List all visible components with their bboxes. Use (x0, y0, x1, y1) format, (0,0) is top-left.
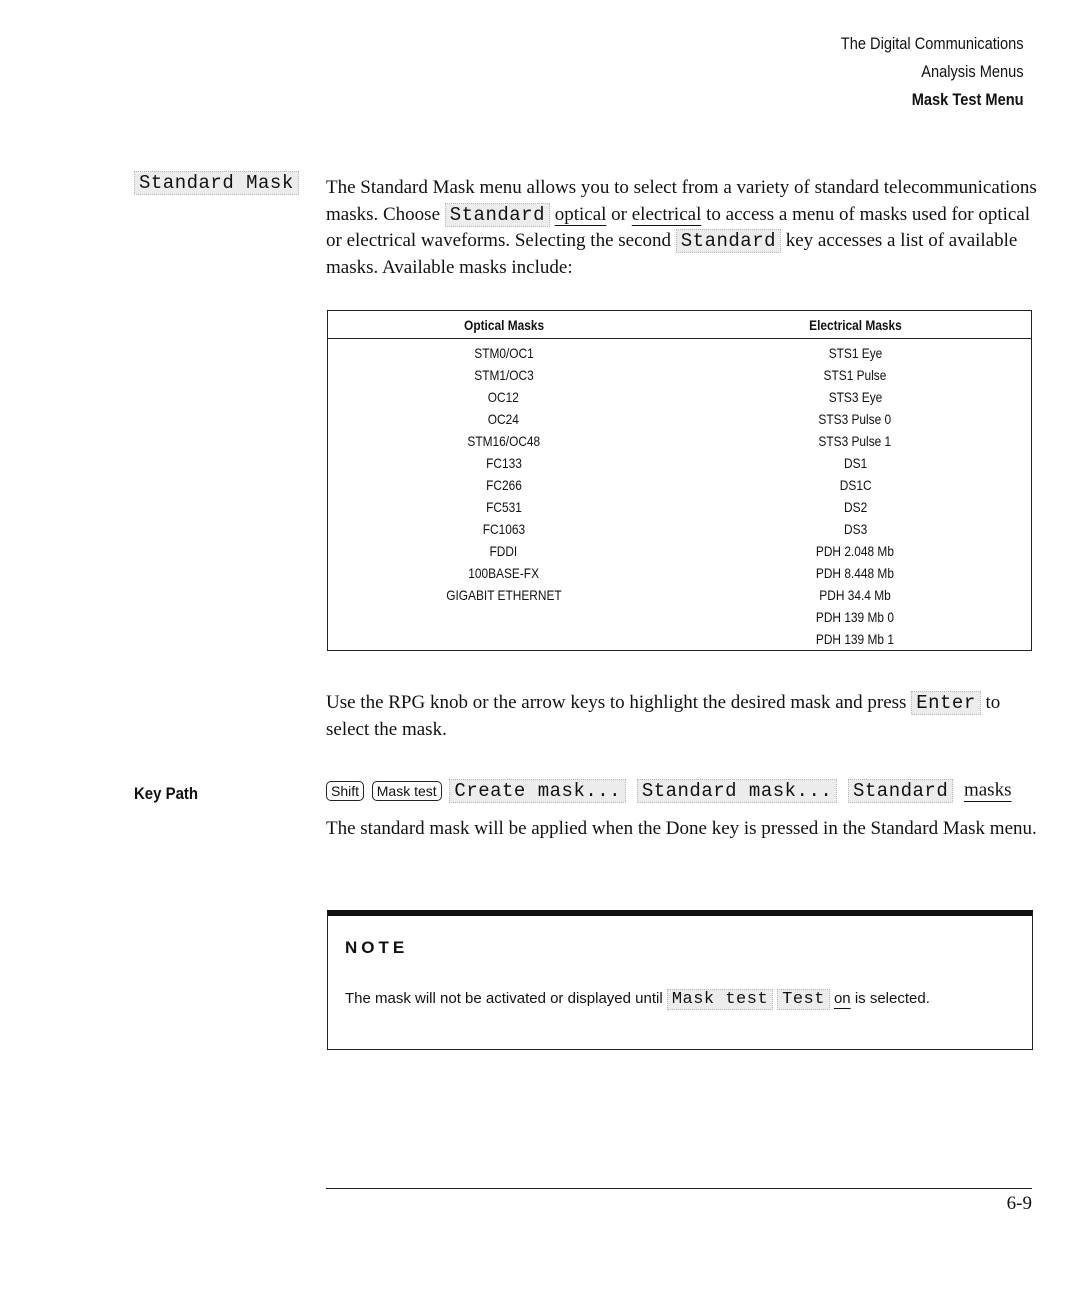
mask-test-hardkey: Mask test (372, 781, 442, 801)
electrical-cell: PDH 8.448 Mb (816, 565, 895, 581)
table-header-row (328, 311, 1032, 339)
standard-softkey-second: Standard (676, 229, 781, 253)
standard-softkey: Standard (445, 203, 550, 227)
intro-text-1: The Standard Mask menu allows you to select from a variety of standard telecommunications masks. Choose (326, 177, 1037, 225)
intro-paragraph (326, 175, 1046, 281)
table-row (328, 408, 1032, 430)
table-row (328, 540, 1032, 562)
optical-cell: FC531 (485, 499, 522, 515)
table-row (328, 562, 1032, 584)
intro-text-3: key accesses a list of available masks. Available masks include: (326, 230, 1018, 278)
key-path-sequence (326, 779, 1011, 802)
electrical-cell: STS1 Eye (828, 345, 883, 361)
page-number: 6-9 (1006, 1193, 1032, 1214)
note-box (327, 910, 1033, 1050)
intro-text-2: to access a menu of masks used for optical or electrical waveforms. Selecting the second (326, 203, 1031, 251)
standard-mask-softkey-label: Standard Mask (134, 171, 299, 195)
table-row (328, 474, 1032, 496)
electrical-cell: DS1 (843, 455, 867, 471)
optical-cell: OC24 (488, 411, 520, 427)
available-masks-table (327, 310, 1032, 651)
table-row (328, 430, 1032, 452)
electrical-cell: PDH 139 Mb 1 (816, 631, 895, 647)
running-header (841, 30, 1024, 114)
instruction-text-1: Use the RPG knob or the arrow keys to highlight the desired mask and press (326, 692, 912, 713)
intro-text-or: or (606, 203, 632, 225)
electrical-cell: DS1C (839, 477, 872, 493)
optical-cell: STM16/OC48 (467, 433, 541, 449)
electrical-cell: DS3 (843, 521, 867, 537)
table-row (328, 364, 1032, 386)
electrical-cell: PDH 139 Mb 0 (816, 609, 895, 625)
instruction-text-2: to select the mask. (326, 692, 1001, 740)
footer-divider (326, 1188, 1032, 1189)
table-row (328, 628, 1032, 651)
masks-option: masks (963, 779, 1012, 801)
optical-cell: FC133 (485, 455, 522, 471)
table-row (328, 339, 1032, 365)
optical-cell: FDDI (489, 543, 518, 559)
section-heading (134, 172, 299, 194)
optical-cell: STM0/OC1 (473, 345, 534, 361)
electrical-cell: STS3 Pulse 1 (818, 433, 892, 449)
electrical-cell: PDH 34.4 Mb (819, 587, 891, 603)
note-text-1: The mask will not be activated or displayed until (345, 990, 667, 1007)
electrical-cell: STS3 Eye (828, 389, 883, 405)
electrical-cell: STS1 Pulse (823, 367, 887, 383)
electrical-option: electrical (631, 203, 702, 225)
table-row (328, 606, 1032, 628)
table-row (328, 496, 1032, 518)
table-row (328, 584, 1032, 606)
note-title: NOTE (345, 938, 409, 957)
optical-cell: FC266 (485, 477, 522, 493)
table-row (328, 386, 1032, 408)
note-text (345, 990, 930, 1009)
header-line-2: Analysis Menus (921, 62, 1024, 81)
enter-key: Enter (911, 691, 981, 715)
optical-cell: FC1063 (482, 521, 525, 537)
electrical-cell: PDH 2.048 Mb (816, 543, 895, 559)
test-softkey: Test (777, 989, 830, 1010)
optical-cell (328, 606, 680, 628)
column-header-electrical: Electrical Masks (680, 311, 1032, 339)
on-option: on (833, 990, 851, 1007)
optical-cell: STM1/OC3 (473, 367, 534, 383)
optical-cell: GIGABIT ETHERNET (446, 587, 562, 603)
electrical-cell: DS2 (843, 499, 867, 515)
table-row (328, 452, 1032, 474)
header-section-title: Mask Test Menu (912, 90, 1024, 109)
standard-softkey-path: Standard (848, 779, 953, 803)
optical-cell: 100BASE-FX (468, 565, 540, 581)
create-mask-softkey: Create mask... (449, 779, 626, 803)
optical-cell: OC12 (488, 389, 520, 405)
optical-option: optical (554, 203, 607, 225)
applied-paragraph: The standard mask will be applied when the Done key is pressed in the Standard Mask menu. (326, 818, 1037, 839)
instruction-paragraph (326, 690, 1046, 743)
optical-cell (328, 628, 680, 651)
table-row (328, 518, 1032, 540)
shift-hardkey: Shift (326, 781, 364, 801)
mask-test-softkey: Mask test (667, 989, 773, 1010)
note-text-2: is selected. (850, 990, 930, 1007)
standard-mask-softkey: Standard mask... (637, 779, 837, 803)
key-path-label: Key Path (134, 784, 199, 803)
electrical-cell: STS3 Pulse 0 (818, 411, 892, 427)
header-line-1: The Digital Communications (841, 34, 1024, 53)
column-header-optical: Optical Masks (328, 311, 680, 339)
